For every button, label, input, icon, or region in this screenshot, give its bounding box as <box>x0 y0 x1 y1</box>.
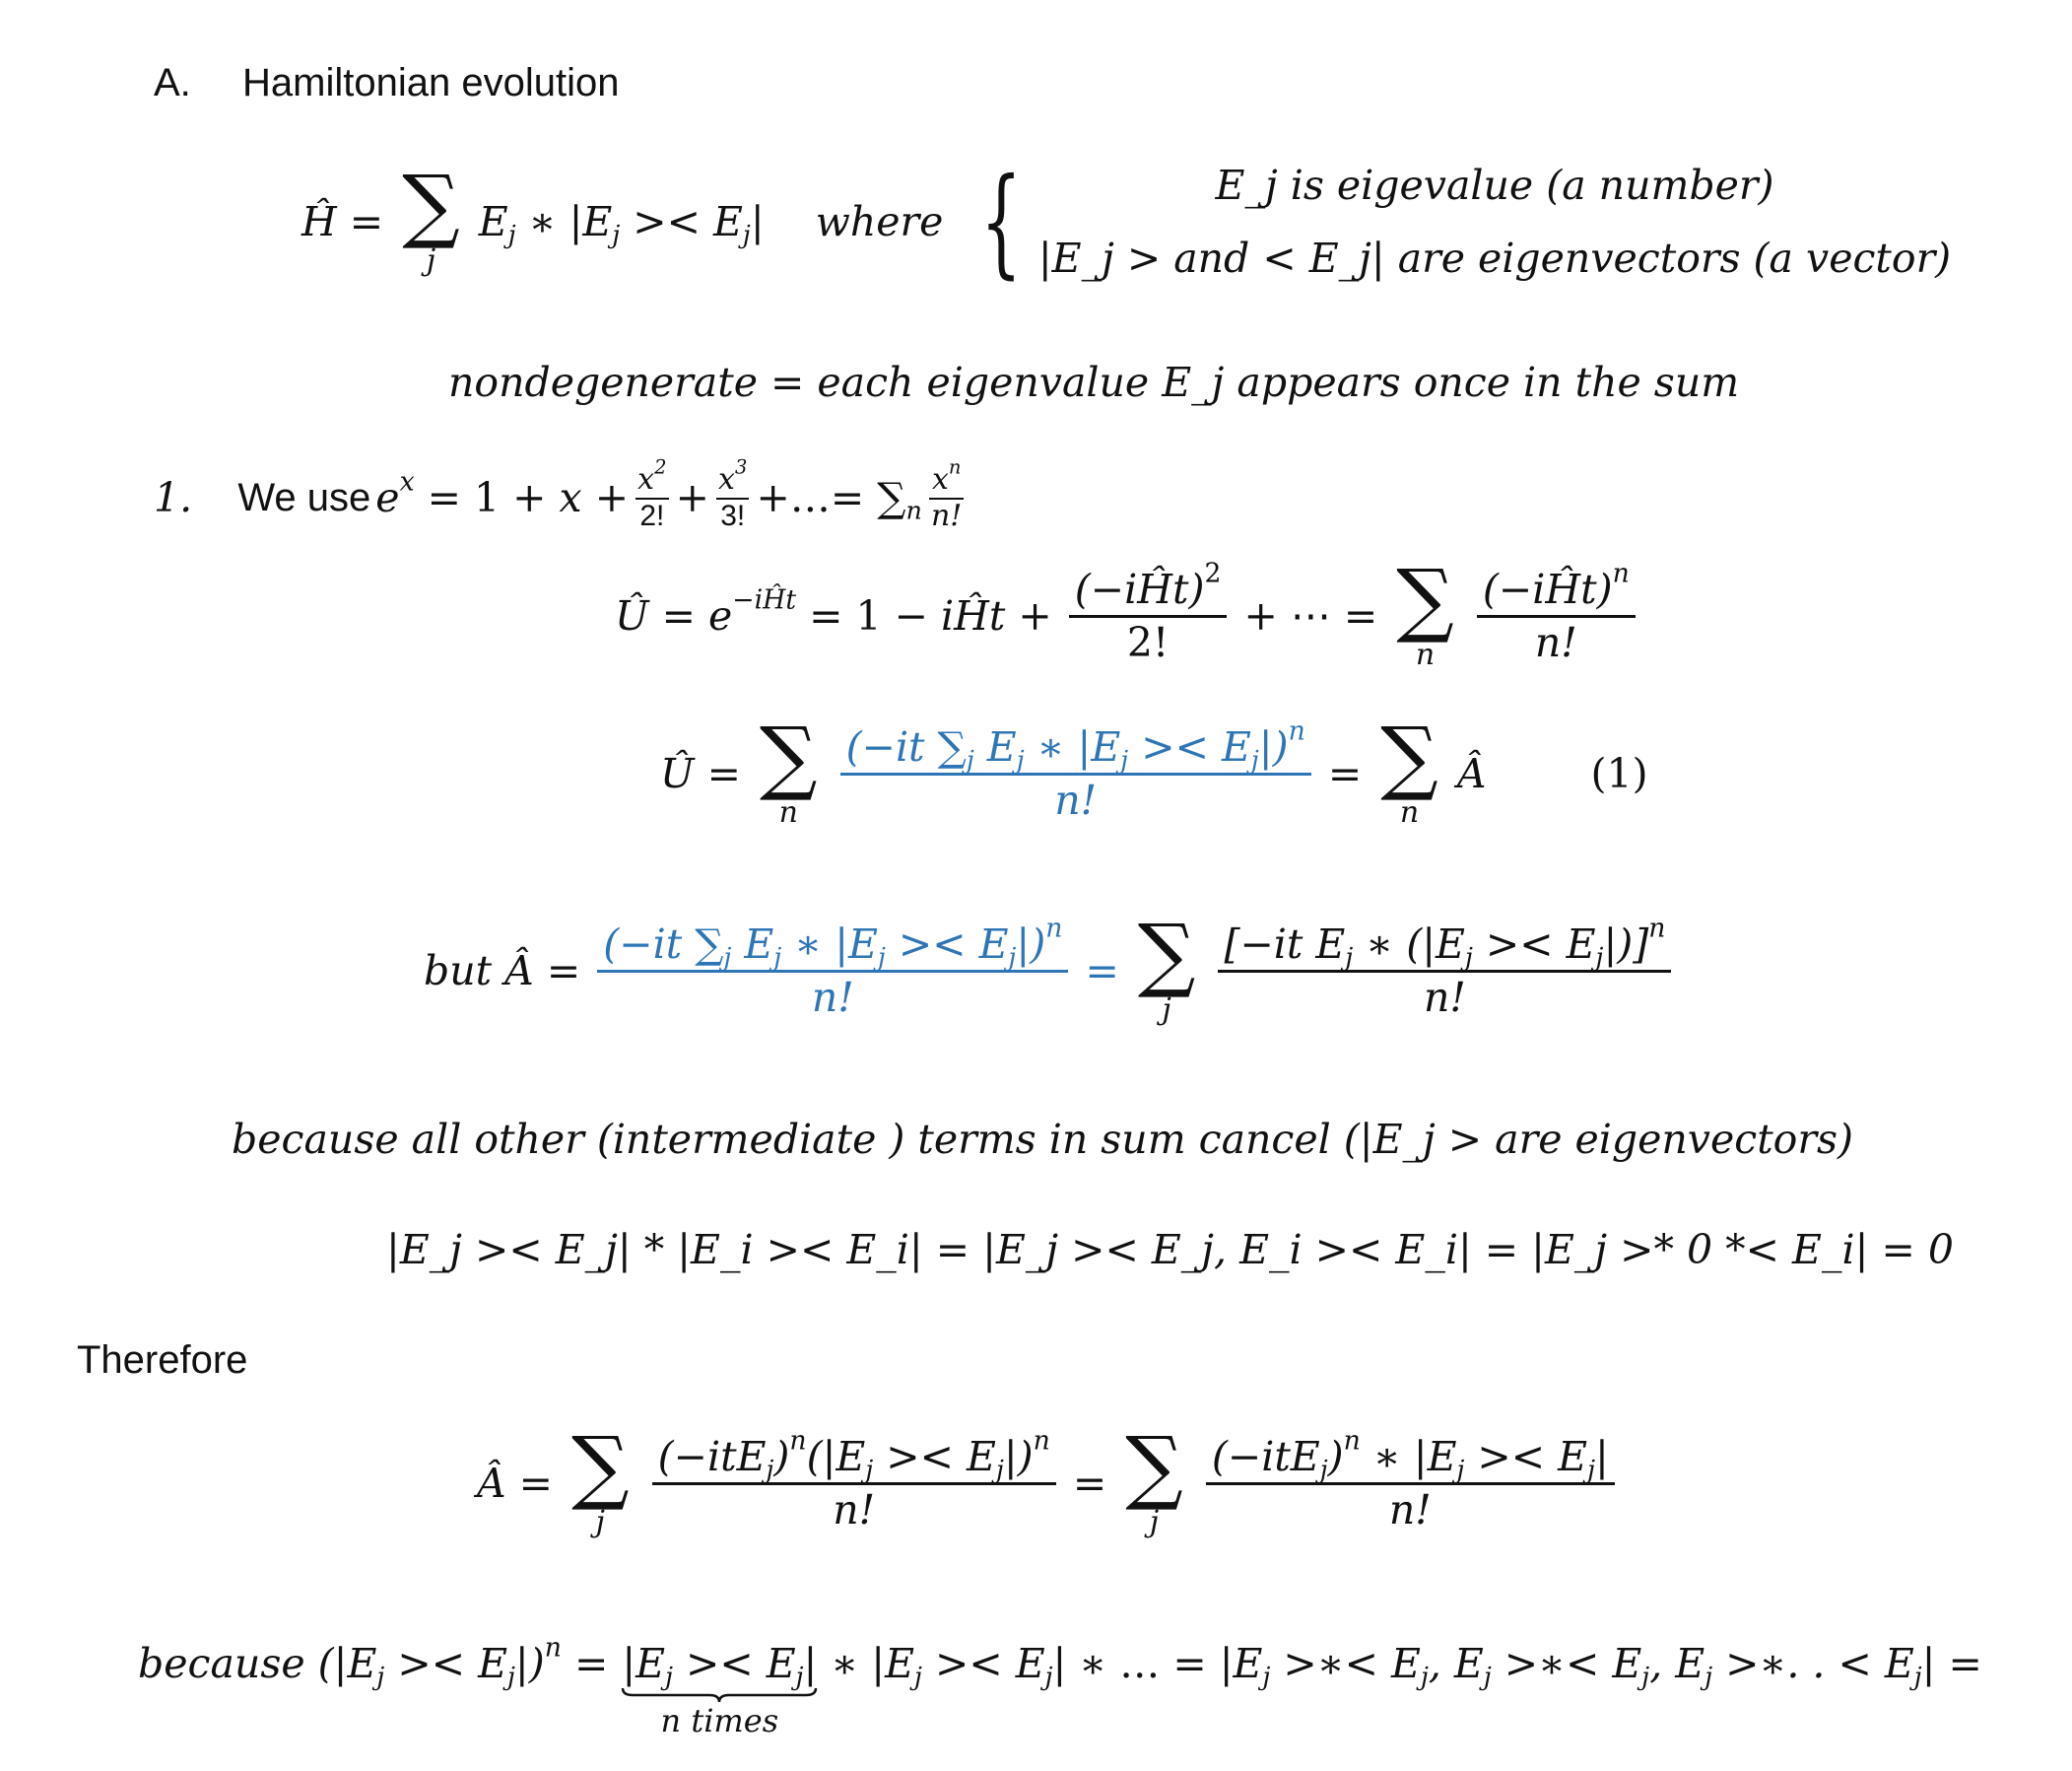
unitary-expansion: Û = $e^{-iĤt} = 1$ − iĤt + $\frac{(-iĤt)^2}{2!}$ + ⋯ = ∑ n $\frac{(-iĤt)^n}{n!}$ <box>615 562 1639 671</box>
cases <box>1038 150 1951 296</box>
case-eigenvalue: E_j is eigevalue (a number) <box>1215 162 1774 209</box>
underbrace-label: n times <box>660 1702 779 1739</box>
section-number: A. <box>154 61 191 104</box>
section-heading <box>154 61 620 105</box>
section-title: Hamiltonian evolution <box>242 61 620 104</box>
step-1-series: 1. We use $e^x = 1 + x$ + $\frac{x^2}{2!}$ + $\frac{x^3}{3!}$ +…= $\sum_n$ $\frac{x^n}{n!}$ <box>154 455 963 533</box>
where-word: where <box>815 198 944 246</box>
step-number: 1. <box>154 474 193 521</box>
operator-A-definition: but Â = $\frac{(-it \sum_j E_j ∗ |E_j >< E_j|)^n}{n!}$ = ∑ j $\frac{[-it E_j ∗ (|E_j >< E_j|)]^n}{n!}$ <box>424 917 1675 1026</box>
sum-index: j <box>426 243 436 279</box>
nondegenerate-statement: nondegenerate = each eigenvalue E_j appears once in the sum <box>448 359 1740 406</box>
blue-fraction-1: $\frac{(-it \sum_j E_j ∗ |E_j >< E_j|)^n}{n!}$ <box>840 722 1311 827</box>
operator-A-result: Â = ∑ j $\frac{(-itE_j)^n(|E_j >< E_j|)^n}{n!}$ = ∑ j $\frac{(-itE_j)^n ∗ |E_j >< E_j|}{n!}$ <box>477 1429 1619 1538</box>
we-use-text: We use <box>237 476 371 519</box>
equation-label: (1) <box>1590 749 1648 797</box>
hamiltonian-definition: Ĥ = ∑ j $E_j$ ∗ $|E_j >< E_j|$ where { E_j is eigevalue (a number) |E_j > and < E_j| are eigenvectors (a vector) <box>301 150 1951 296</box>
expansion-index: n <box>1415 637 1436 672</box>
cancel-explanation: because all other (intermediate ) terms in sum cancel (|E_j > are eigenvectors) <box>232 1116 1853 1163</box>
orthogonality-relation: |E_j >< E_j| * |E_i >< E_i| = |E_j >< E_j, E_i >< E_i| = |E_j >* 0 *< E_i| = 0 <box>386 1226 1954 1273</box>
case-eigenvectors: |E_j > and < E_j| are eigenvectors (a vector) <box>1037 234 1952 282</box>
cases-brace: { <box>980 153 1023 291</box>
but-word: but <box>424 946 493 994</box>
projector-power: because $(|E_j >< E_j|)^n$ = $|E_j >< E_j|$ n times ∗ $|E_j >< E_j|$ ∗ … = $|E_j$ >∗< $E_j$, $E_j$ >∗< $E_j$, $E_j$ >∗. . < $E_j|$ = <box>138 1632 1982 1739</box>
because-word: because <box>138 1640 305 1687</box>
unitary-equation-1: Û = ∑ n $\frac{(-it \sum_j E_j ∗ |E_j >< E_j|)^n}{n!}$ = ∑ n Â (1) <box>660 711 1648 830</box>
therefore-heading: Therefore <box>77 1338 248 1382</box>
factorial-2: 2! <box>639 499 665 532</box>
underbrace-group: $|E_j >< E_j|$ n times <box>622 1640 818 1739</box>
sum-n-index: n <box>1399 794 1420 830</box>
factorial-3: 3! <box>720 499 746 532</box>
blue-fraction-2: $\frac{(-it \sum_j E_j ∗ |E_j >< E_j|)^n}{n!}$ <box>597 920 1068 1024</box>
sum-j: ∑ j <box>402 159 460 279</box>
